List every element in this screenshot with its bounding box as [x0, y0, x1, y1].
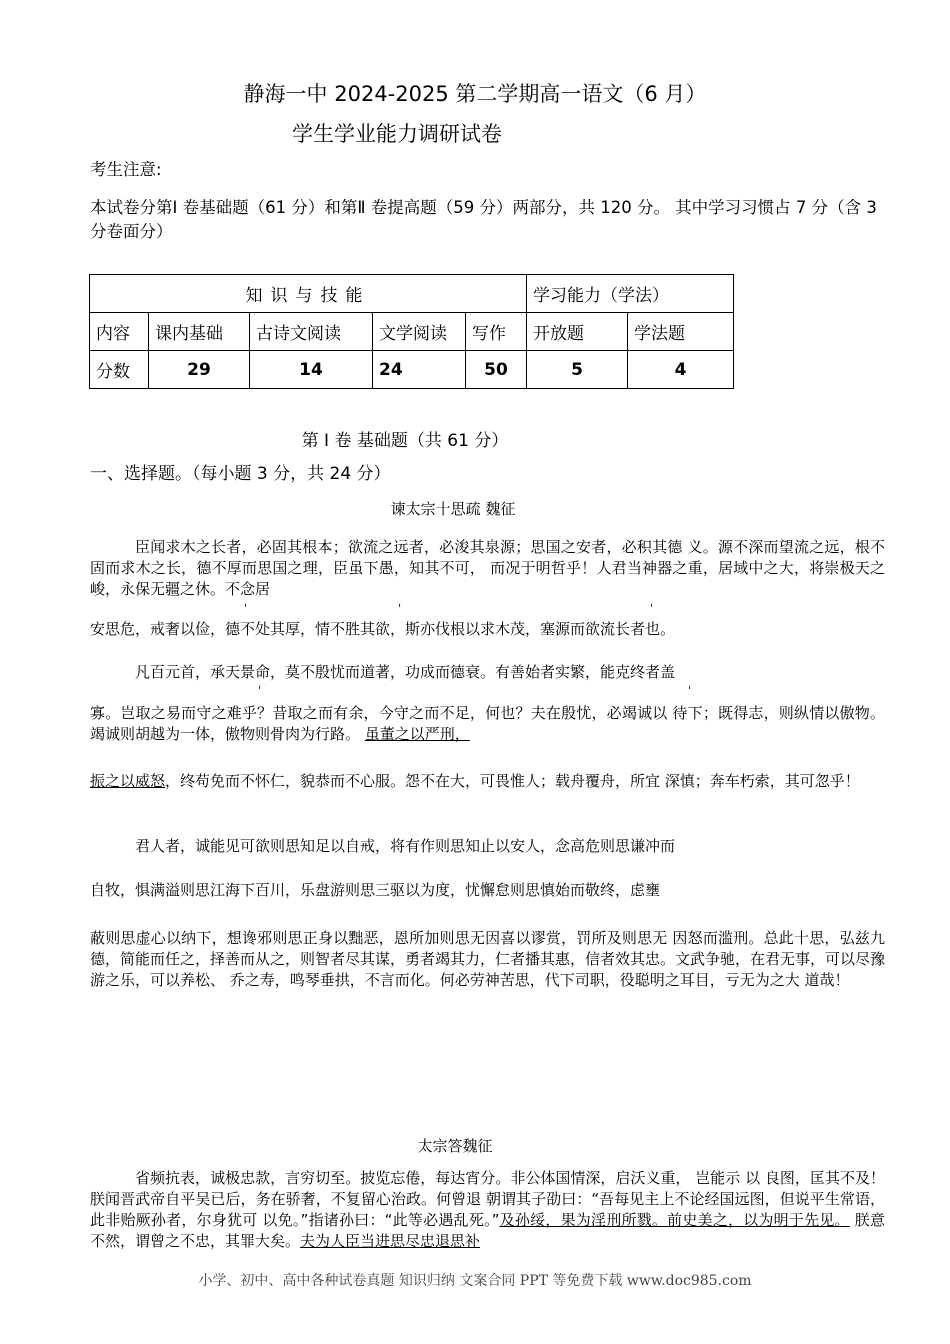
- passage2-text: 省频抗表，诚极忠款，言穷切至。披览忘倦，每达宵分。非公体国情深，启沃义重， 岂能示 以 良图，匡其不及！朕闻晋武帝自平吴已后，务在骄奢，不复留心治政。何曾退 朝谓其子劭曰：“吾每见主上不论经国远图，但说平生常语，此非贻厥孙者，尔身犹可 以免。”指诸孙曰：“此等必遇乱死。”: [90, 1169, 885, 1229]
- table-group-ability: 学习能力（学法）: [527, 275, 734, 313]
- passage1-para2-cont: [90, 703, 885, 745]
- notice-label: 考生注意:: [90, 160, 162, 179]
- table-row: [90, 351, 734, 389]
- emphasis-dot: ˈ: [244, 602, 248, 616]
- table-cell: 文学阅读: [373, 313, 466, 351]
- part-heading: 一、选择题。（每小题 3 分，共 24 分）: [90, 464, 391, 484]
- emphasis-dot: ˈ: [650, 602, 654, 616]
- emphasis-dot: ˈ: [688, 684, 692, 698]
- emphasis-dot: ˈ: [258, 684, 262, 698]
- table-cell: 学法题: [628, 313, 734, 351]
- table-cell: 开放题: [527, 313, 628, 351]
- passage1-para3: 君人者，诚能见可欲则思知足以自戒，将有作则思知止以安人，念高危则思谦冲而: [135, 837, 676, 855]
- table-cell: 内容: [90, 313, 149, 351]
- passage1-para2: 凡百元首，承天景命，莫不殷忧而道著，功成而德衰。有善始者实繁，能克终者盖: [135, 663, 676, 681]
- emphasis-dot: ˈ: [398, 602, 402, 616]
- page-subtitle: 学生学业能力调研试卷: [292, 122, 502, 146]
- passage1-para3-end: 蔽则思虚心以纳下，想谗邪则思正身以黜恶，恩所加则思无因喜以谬赏，罚所及则思无 因怒而滥刑。总此十思，弘兹九德，简能而任之，择善而从之，则智者尽其谋，勇者竭其力，仁者播其惠，信者效其忠。文武争驰，在君无事，可以尽豫游之乐，可以养松、 乔之寿，鸣琴垂拱，不言而化。何必劳神苦思，代下司职，役聪明之耳目，亏无为之大 道哉！: [90, 929, 886, 989]
- table-cell: 5: [527, 351, 628, 389]
- table-cell: 分数: [90, 351, 149, 389]
- table-cell: 课内基础: [149, 313, 250, 351]
- underlined-sentence: 夫为人臣当进思尽忠退思补: [300, 1232, 481, 1250]
- passage1-para1-cont: 安思危，戒奢以俭，德不处其厚，情不胜其欲，斯亦伐根以求木茂，塞源而欲流长者也。: [90, 620, 676, 638]
- footer-ad: 小学、初中、高中各种试卷真题 知识归纳 文案合同 PPT 等免费下载 www.doc985.com: [198, 1273, 752, 1289]
- passage2-text: 朕意不然，谓曾之不忠，其罪大矣。: [90, 1211, 885, 1250]
- table-group-knowledge: 知识与技能: [90, 275, 527, 313]
- underlined-sentence: 及孙绥，果为淫刑所戮。前史美之，以为明于先见。: [499, 1211, 850, 1229]
- passage2-title: 太宗答魏征: [417, 1137, 493, 1155]
- passage1-para3-cont: 自牧，惧满溢则思江海下百川，乐盘游则思三驱以为度，忧懈怠则思慎始而敬终，虑壅: [90, 881, 661, 899]
- table-cell: 古诗文阅读: [250, 313, 373, 351]
- passage1-para1: 臣闻求木之长者，必固其根本；欲流之远者，必浚其泉源；思国之安者，必积其德 义。源不深而望流之远，根不固而求木之长，德不厚而思国之理，臣虽下愚，知其不可， 而况于明哲乎！人君当神器之重，居域中之大，将崇极天之峻，永保无疆之休。不念居: [90, 538, 885, 598]
- underlined-sentence: 虽董之以严刑，: [364, 725, 470, 743]
- section-title: 第 I 卷 基础题（共 61 分）: [301, 431, 509, 451]
- passage2-para1: [90, 1168, 885, 1252]
- table-cell: 24: [373, 351, 466, 389]
- score-table: [89, 274, 734, 389]
- table-cell: 29: [149, 351, 250, 389]
- underlined-sentence: 振之以威怒: [90, 772, 166, 790]
- passage1-para2-end: [90, 771, 885, 792]
- page-title: 静海一中 2024-2025 第二学期高一语文（6 月）: [243, 82, 707, 106]
- passage1-text: ，终苟免而不怀仁，貌恭而不心服。怨不在大，可畏惟人；载舟覆舟，所宜 深慎；奔车朽索，其可忽乎！: [165, 772, 860, 790]
- table-cell: 写作: [466, 313, 527, 351]
- table-cell: 4: [628, 351, 734, 389]
- table-cell: 14: [250, 351, 373, 389]
- notice-text: 本试卷分第Ⅰ 卷基础题（61 分）和第Ⅱ 卷提高题（59 分）两部分，共 120 分。 其中学习习惯占 7 分（含 3 分卷面分）: [90, 198, 877, 241]
- passage1-text: 寡。岂取之易而守之难乎？昔取之而有余，今守之而不足，何也？夫在殷忧，必竭诚以 待下；既得志，则纵情以傲物。竭诚则胡越为一体，傲物则骨肉为行路。: [90, 704, 885, 743]
- passage1-title: 谏太宗十思疏 魏征: [390, 500, 516, 518]
- table-cell: 50: [466, 351, 527, 389]
- table-row: [90, 313, 734, 351]
